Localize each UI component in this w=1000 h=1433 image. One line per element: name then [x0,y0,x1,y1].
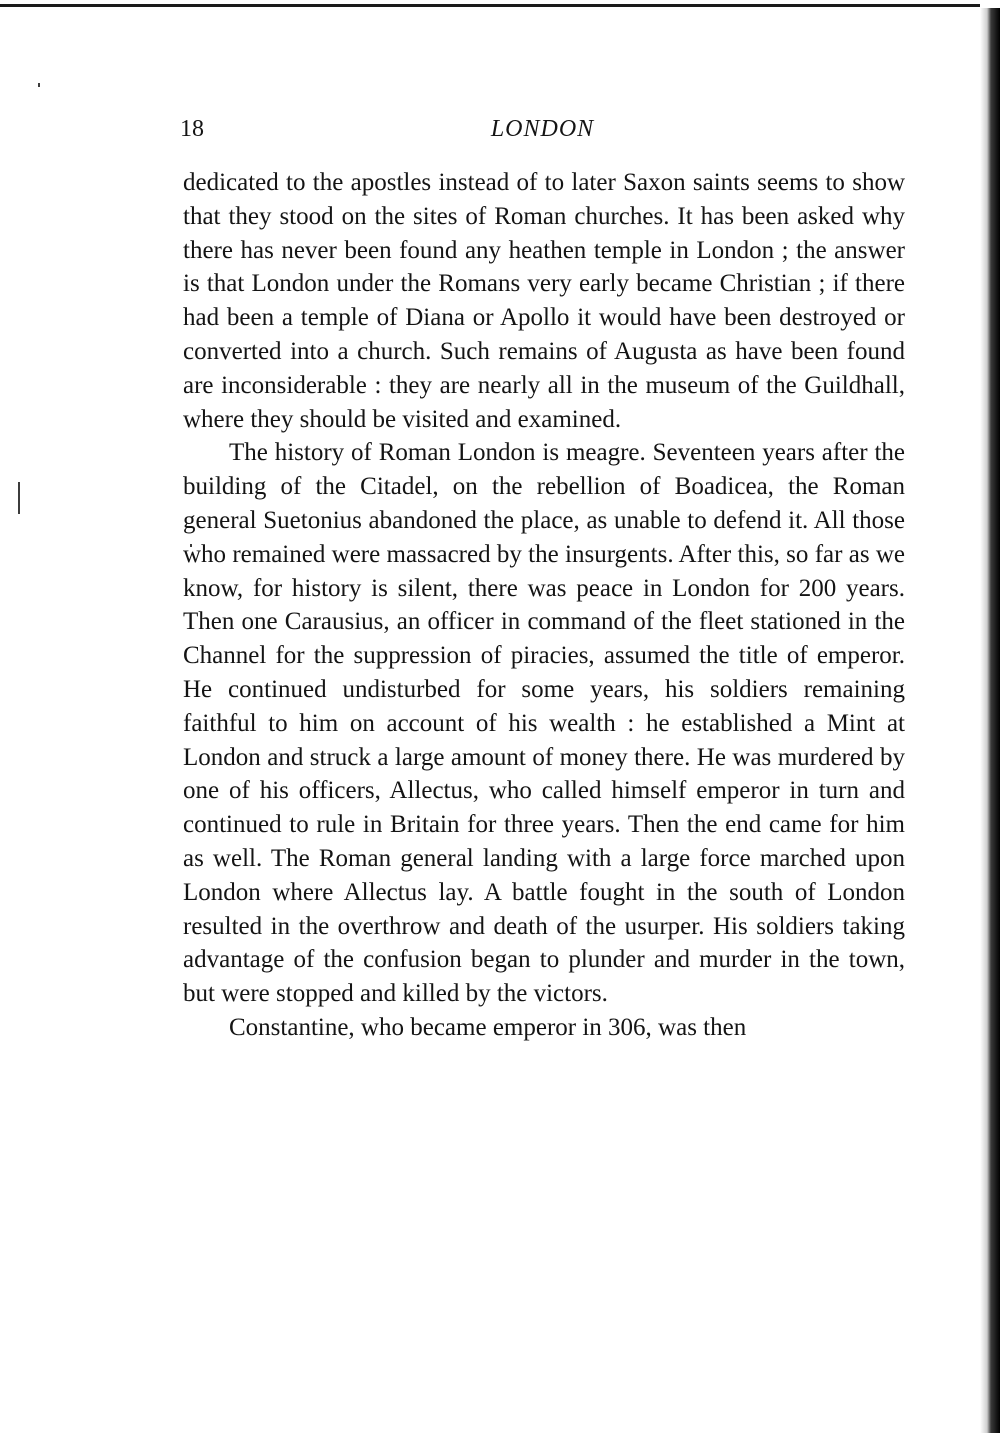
body-text [183,166,905,1045]
page-binding-shadow [980,8,1000,1433]
top-scan-edge [0,4,980,7]
paragraph: The history of Roman London is meagre. Seventeen years after the building of the Citadel, on the rebellion of Boadicea, the Roman general Suetonius abandoned the place, as unable to defend it. All those who remained were massacred by the insurgents. After this, so far as we know, for history is silent, there was peace in London for 200 years. Then one Carausius, an officer in command of the fleet stationed in the Channel for the suppression of piracies, assumed the title of emperor. He continued undisturbed for some years, his soldiers remaining faithful to him on account of his wealth : he established a Mint at London and struck a large amount of money there. He was murdered by one of his officers, Allectus, who called himself emperor in turn and continued to rule in Britain for three years. Then the end came for him as well. The Roman general landing with a large force marched upon London where Allectus lay. A battle fought in the south of London resulted in the overthrow and death of the usurper. His soldiers taking advantage of the confusion began to plunder and murder in the town, but were stopped and killed by the victors. [183,439,905,1008]
page-header [180,112,905,146]
paragraph: dedicated to the apostles instead of to later Saxon saints seems to show that they stood on the sites of Roman churches. It has been asked why there has never been found any heathen temple in London ; the answer is that London under the Romans very early became Christian ; if there had been a temple of Diana or Apollo it would have been destroyed or converted into a church. Such remains of Augusta as have been found are inconsiderable : they are nearly all in the museum of the Guildhall, where they should be visited and examined. [183,169,905,433]
running-head: LONDON [490,116,595,142]
page-number: 18 [180,116,204,142]
paragraph: Constantine, who became emperor in 306, was then [229,1013,747,1041]
scan-speck [38,83,40,87]
scan-speck [18,482,20,514]
